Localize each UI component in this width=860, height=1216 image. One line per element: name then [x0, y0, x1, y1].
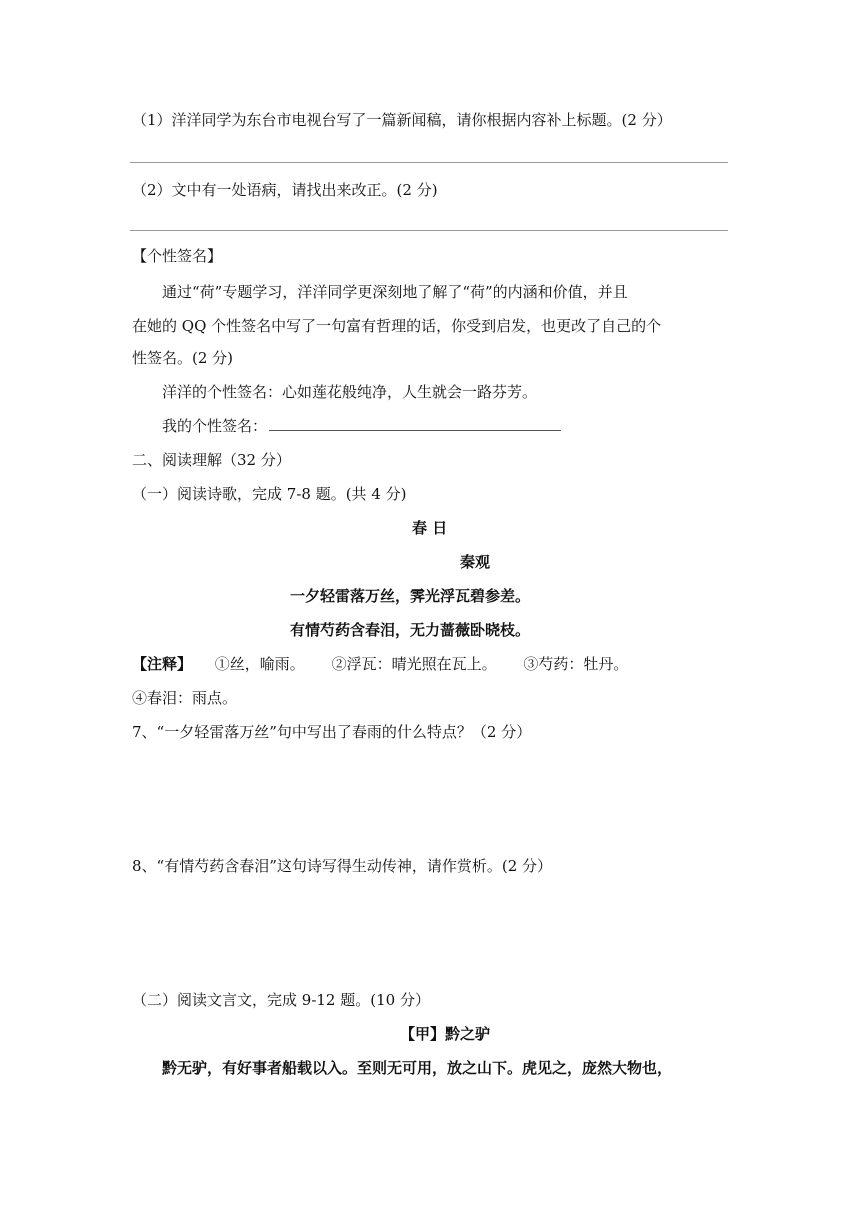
- note-1: ①丝，喻雨。: [214, 655, 305, 673]
- notes-row: [132, 654, 628, 674]
- note-2: ②浮瓦：晴光照在瓦上。: [331, 655, 497, 673]
- answer-line-2: [130, 230, 728, 231]
- poem-author: 秦观: [460, 553, 491, 571]
- signature-paragraph-line: 通过“荷”专题学习，洋洋同学更深刻地了解了“荷”的内涵和价值，并且: [162, 283, 628, 301]
- question-7: 7、“一夕轻雷落万丝”句中写出了春雨的什么特点？（2 分）: [132, 723, 532, 741]
- notes-label: 【注释】: [132, 655, 193, 673]
- question-1: （1）洋洋同学为东台市电视台写了一篇新闻稿，请你根据内容补上标题。(2 分）: [132, 111, 672, 129]
- answer-line-1: [130, 162, 728, 163]
- note-3: ③芍药：牡丹。: [523, 655, 629, 673]
- subsection-1-heading: （一）阅读诗歌，完成 7-8 题。(共 4 分): [132, 485, 407, 503]
- my-signature-row: [162, 416, 561, 436]
- signature-paragraph-line: 性签名。(2 分): [132, 349, 234, 367]
- section-2-heading: 二、阅读理解（32 分）: [132, 451, 291, 469]
- question-2: （2）文中有一处语病，请找出来改正。(2 分): [132, 181, 438, 199]
- signature-heading: 【个性签名】: [132, 247, 223, 265]
- poem-line-2: 有情芍药含春泪，无力蔷薇卧晓枝。: [290, 621, 531, 639]
- text-a-title: 【甲】黔之驴: [400, 1025, 491, 1043]
- my-signature-blank: [269, 416, 561, 431]
- my-signature-label: 我的个性签名：: [162, 417, 268, 435]
- subsection-2-heading: （二）阅读文言文，完成 9-12 题。(10 分）: [132, 991, 430, 1009]
- question-8: 8、“有情芍药含春泪”这句诗写得生动传神，请作赏析。(2 分）: [132, 857, 553, 875]
- signature-paragraph-line: 在她的 QQ 个性签名中写了一句富有哲理的话，你受到启发，也更改了自己的个: [132, 317, 662, 335]
- poem-line-1: 一夕轻雷落万丝，霁光浮瓦碧参差。: [290, 587, 531, 605]
- note-4: ④春泪：雨点。: [132, 689, 238, 707]
- yang-signature: 洋洋的个性签名：心如莲花般纯净，人生就会一路芬芳。: [162, 383, 538, 401]
- poem-title: 春 日: [412, 519, 448, 537]
- text-a-line-1: 黔无驴，有好事者船载以入。至则无可用，放之山下。虎见之，庞然大物也，: [162, 1059, 673, 1077]
